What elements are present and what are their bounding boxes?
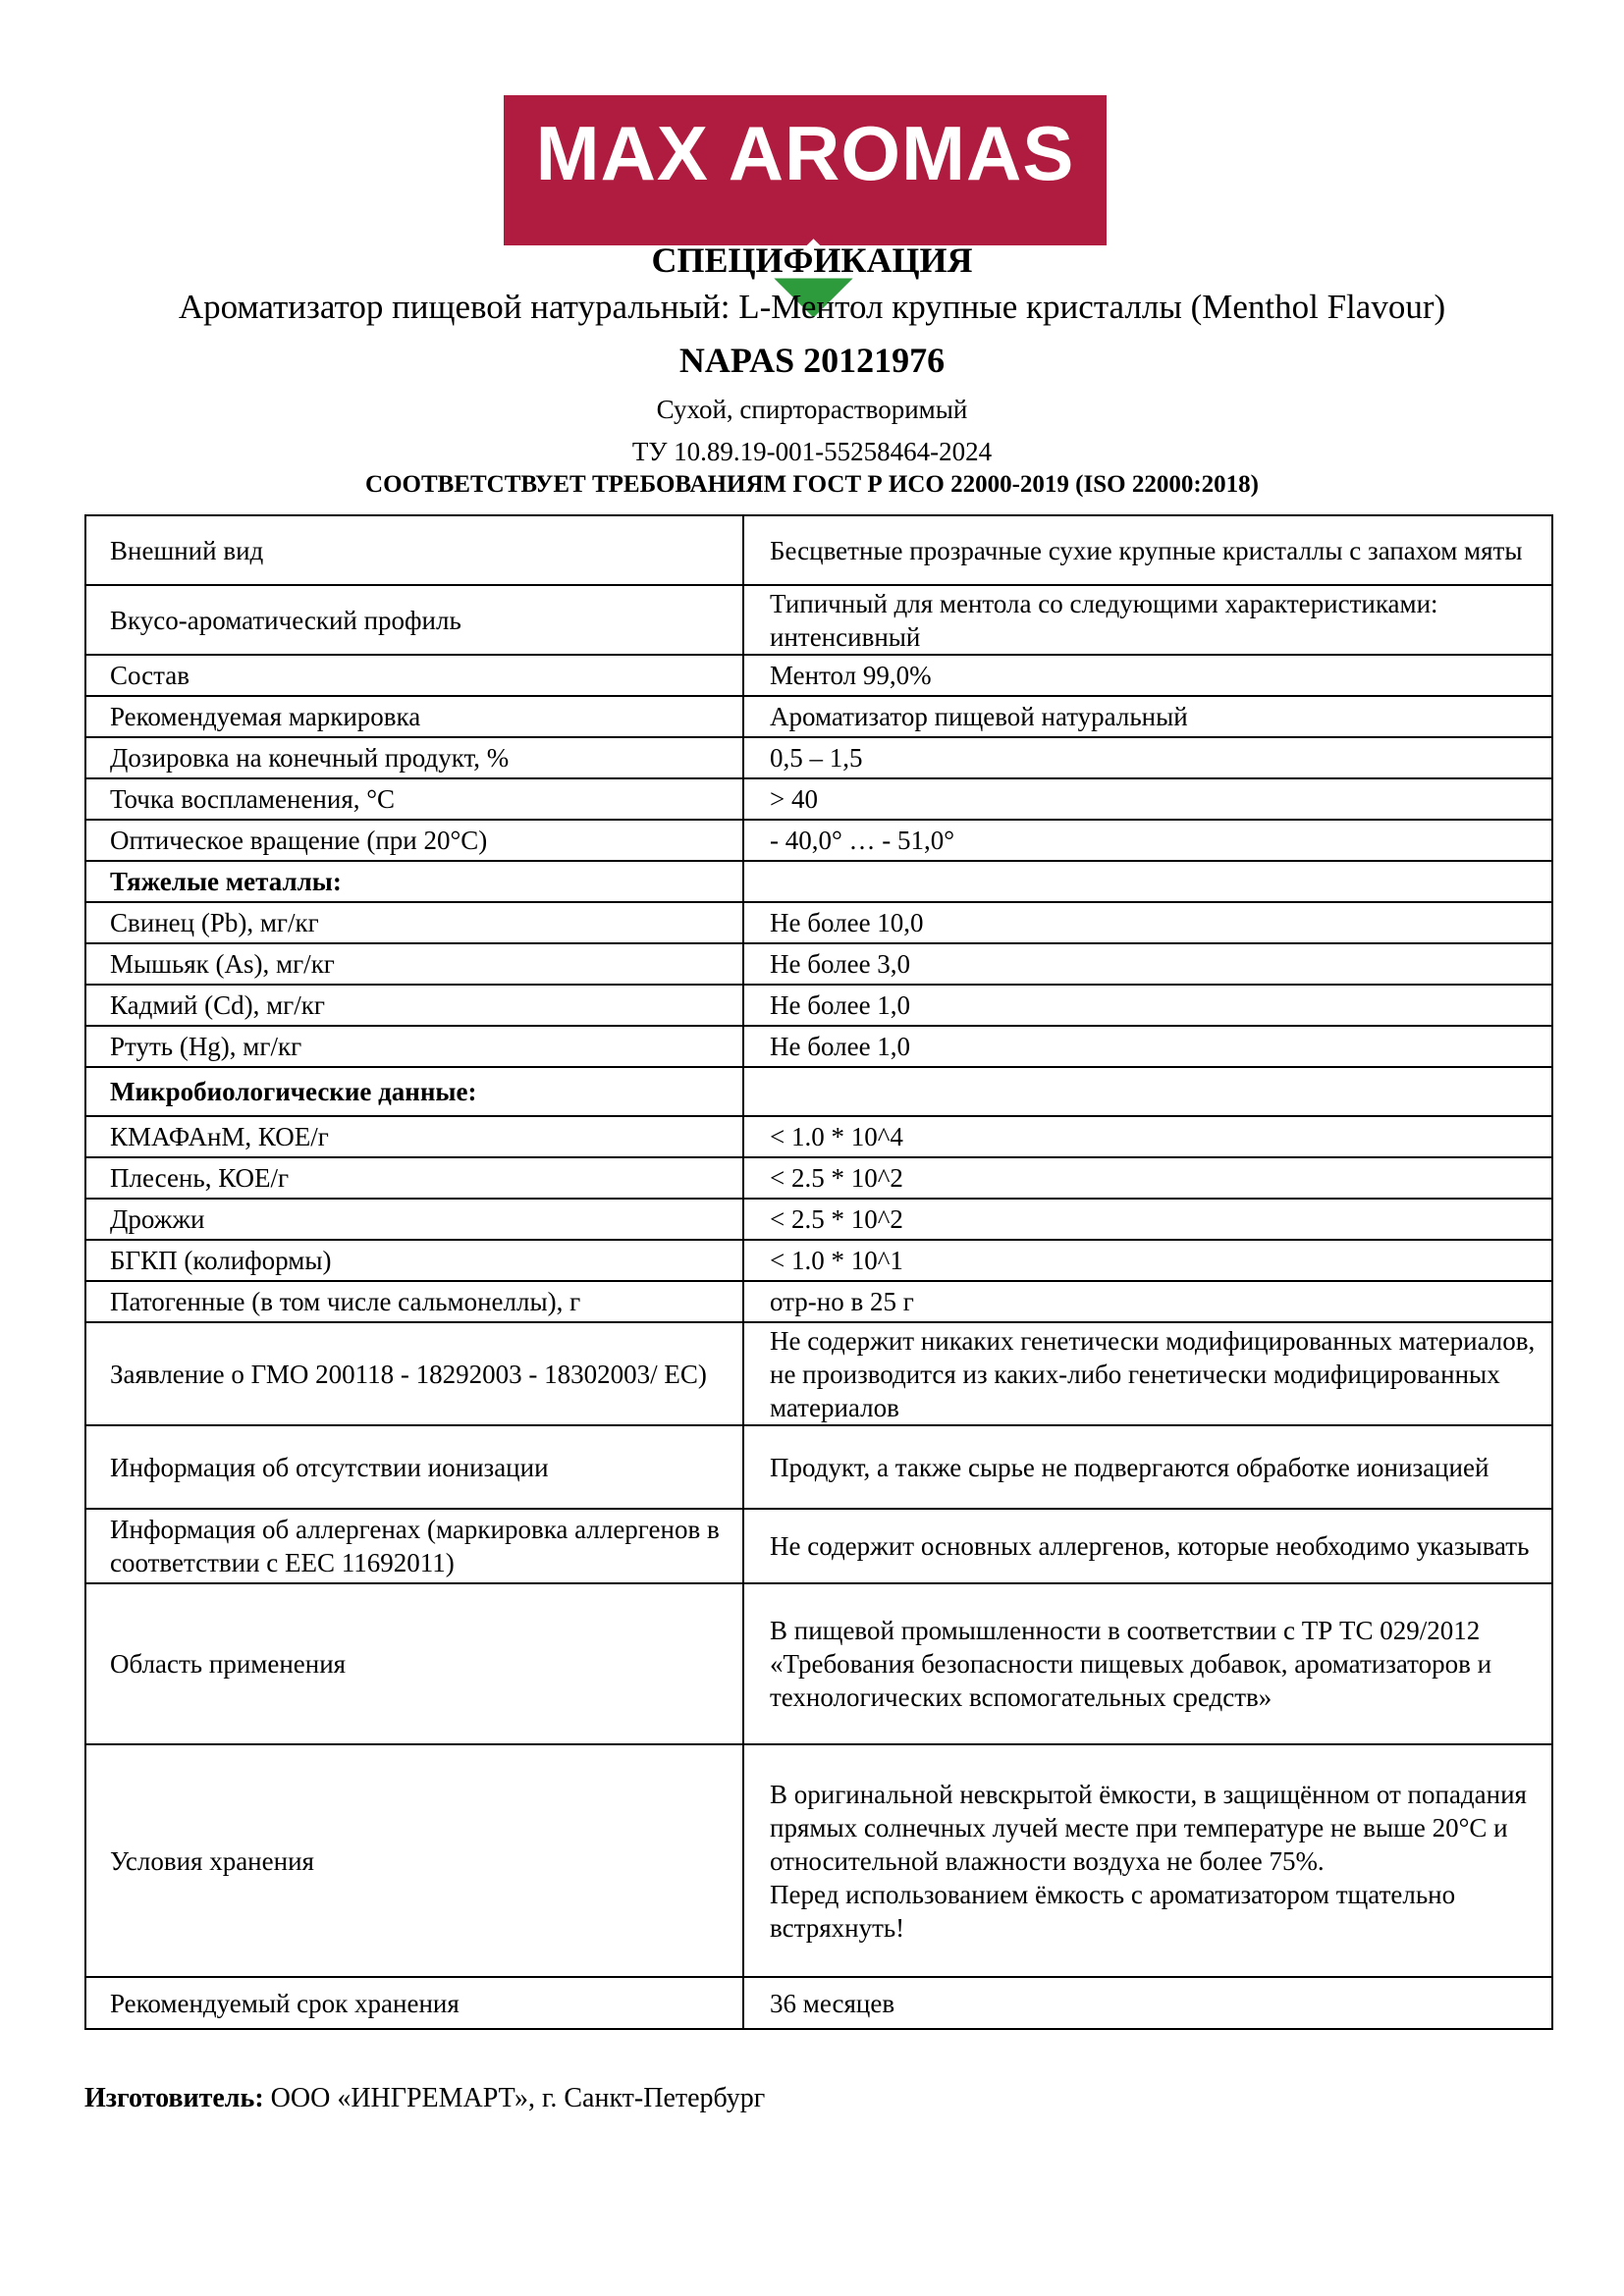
row-label: Мышьяк (As), мг/кг	[85, 943, 743, 985]
product-name: Ароматизатор пищевой натуральный: L-Ментол крупные кристаллы (Menthol Flavour)	[178, 288, 1446, 326]
row-label: Информация об аллергенах (маркировка аллергенов в соответствии с ЕЕС 11692011)	[85, 1509, 743, 1583]
technical-conditions: ТУ 10.89.19-001-55258464-2024	[631, 437, 993, 466]
row-value: - 40,0° … - 51,0°	[743, 820, 1552, 861]
section-heading: Тяжелые металлы:	[85, 861, 743, 902]
row-value: Бесцветные прозрачные сухие крупные кристаллы с запахом мяты	[743, 515, 1552, 585]
row-value: Не содержит основных аллергенов, которые необходимо указывать	[743, 1509, 1552, 1583]
table-row	[85, 1583, 1552, 1744]
row-value	[743, 1067, 1552, 1116]
row-label: Информация об отсутствии ионизации	[85, 1425, 743, 1509]
product-code: NAPAS 20121976	[678, 341, 946, 380]
row-label: Кадмий (Cd), мг/кг	[85, 985, 743, 1026]
manufacturer-value: ООО «ИНГРЕМАРТ», г. Санкт-Петербург	[270, 2083, 766, 2113]
table-row	[85, 820, 1552, 861]
table-row	[85, 902, 1552, 943]
section-heading: Микробиологические данные:	[85, 1067, 743, 1116]
row-value: Не более 3,0	[743, 943, 1552, 985]
row-value: Ароматизатор пищевой натуральный	[743, 696, 1552, 737]
row-value: 0,5 – 1,5	[743, 737, 1552, 778]
standard-compliance: СООТВЕТСТВУЕТ ТРЕБОВАНИЯМ ГОСТ Р ИСО 22000-2019 (ISO 22000:2018)	[365, 471, 1259, 498]
row-label: Рекомендуемая маркировка	[85, 696, 743, 737]
row-value: < 2.5 * 10^2	[743, 1157, 1552, 1199]
row-value: < 1.0 * 10^4	[743, 1116, 1552, 1157]
row-label: Точка воспламенения, °С	[85, 778, 743, 820]
row-value: 36 месяцев	[743, 1977, 1552, 2029]
row-value: В пищевой промышленности в соответствии с ТР ТС 029/2012 «Требования безопасности пищевых добавок, ароматизаторов и технологических вспомогательных средств»	[743, 1583, 1552, 1744]
table-row	[85, 985, 1552, 1026]
page-title: СПЕЦИФИКАЦИЯ	[651, 240, 973, 280]
table-row	[85, 1199, 1552, 1240]
row-label: Область применения	[85, 1583, 743, 1744]
row-label: Заявление о ГМО 200118 - 18292003 - 18302003/ ЕС)	[85, 1322, 743, 1425]
table-row	[85, 1322, 1552, 1425]
table-row	[85, 737, 1552, 778]
table-row	[85, 655, 1552, 696]
row-value: Не содержит никаких генетически модифицированных материалов, не производится из каких-либо генетически модифицированных материалов	[743, 1322, 1552, 1425]
row-label: Вкусо-ароматический профиль	[85, 585, 743, 655]
section-row	[85, 861, 1552, 902]
table-row	[85, 515, 1552, 585]
row-label: Свинец (Pb), мг/кг	[85, 902, 743, 943]
row-label: Состав	[85, 655, 743, 696]
table-row	[85, 1744, 1552, 1977]
storage-conditions-text: В оригинальной невскрытой ёмкости, в защищённом от попадания прямых солнечных лучей месте при температуре не выше 20°С и относительной влажности воздуха не более 75%.	[770, 1779, 1527, 1876]
storage-shake-note: Перед использованием ёмкость с ароматизатором тщательно встряхнуть!	[770, 1879, 1456, 1943]
row-value: Не более 1,0	[743, 1026, 1552, 1067]
row-label: Дрожжи	[85, 1199, 743, 1240]
row-value: Продукт, а также сырье не подвергаются обработке ионизацией	[743, 1425, 1552, 1509]
specification-table	[84, 514, 1553, 2030]
table-row	[85, 1026, 1552, 1067]
table-row	[85, 585, 1552, 655]
row-value	[743, 861, 1552, 902]
row-label: БГКП (колиформы)	[85, 1240, 743, 1281]
table-row	[85, 1240, 1552, 1281]
table-row	[85, 1281, 1552, 1322]
row-value-multi	[743, 1744, 1552, 1977]
manufacturer-label: Изготовитель:	[84, 2083, 264, 2113]
table-row	[85, 1116, 1552, 1157]
row-label: КМАФАнМ, КОЕ/г	[85, 1116, 743, 1157]
row-value: Типичный для ментола со следующими характеристиками: интенсивный	[743, 585, 1552, 655]
row-value: < 2.5 * 10^2	[743, 1199, 1552, 1240]
row-label: Оптическое вращение (при 20°С)	[85, 820, 743, 861]
row-value: Не более 1,0	[743, 985, 1552, 1026]
row-value: Не более 10,0	[743, 902, 1552, 943]
section-row	[85, 1067, 1552, 1116]
row-label: Рекомендуемый срок хранения	[85, 1977, 743, 2029]
table-row	[85, 696, 1552, 737]
row-label: Плесень, КОЕ/г	[85, 1157, 743, 1199]
table-row	[85, 778, 1552, 820]
row-label: Патогенные (в том числе сальмонеллы), г	[85, 1281, 743, 1322]
row-value: Ментол 99,0%	[743, 655, 1552, 696]
row-value: < 1.0 * 10^1	[743, 1240, 1552, 1281]
row-label: Ртуть (Hg), мг/кг	[85, 1026, 743, 1067]
row-label: Дозировка на конечный продукт, %	[85, 737, 743, 778]
row-value: > 40	[743, 778, 1552, 820]
table-row	[85, 1509, 1552, 1583]
brand-logo	[504, 95, 1107, 245]
row-label: Внешний вид	[85, 515, 743, 585]
row-label: Условия хранения	[85, 1744, 743, 1977]
table-row	[85, 1425, 1552, 1509]
table-row	[85, 943, 1552, 985]
table-row	[85, 1157, 1552, 1199]
table-row	[85, 1977, 1552, 2029]
product-form: Сухой, спирторастворимый	[656, 395, 968, 424]
manufacturer-line	[84, 2083, 765, 2114]
row-value: отр-но в 25 г	[743, 1281, 1552, 1322]
logo-text: MAX AROMAS	[535, 110, 1075, 196]
